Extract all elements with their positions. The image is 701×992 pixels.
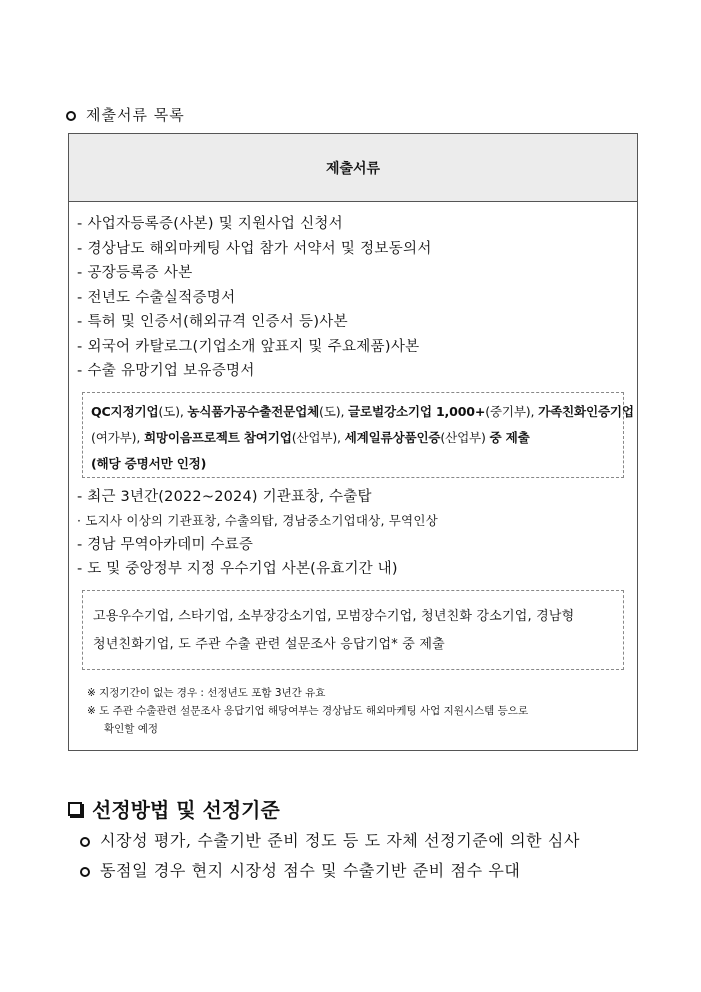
cert-ministry: (여가부),	[91, 430, 144, 445]
cert-name: 가족친화인증기업	[538, 404, 634, 419]
square-bullet-icon	[68, 802, 82, 816]
cert-ministry: (산업부),	[291, 430, 345, 445]
excellent-company-box	[82, 590, 624, 670]
list-item: - 최근 3년간(2022~2024) 기관표창, 수출탑	[77, 489, 372, 505]
list-item: - 경남 무역아카데미 수료증	[77, 537, 254, 553]
list-item: - 공장등록증 사본	[77, 265, 193, 281]
document-list	[77, 212, 432, 384]
list-item: - 사업자등록증(사본) 및 지원사업 신청서	[77, 216, 343, 232]
cert-note: (해당 증명서만 인정)	[91, 456, 207, 471]
selection-heading	[68, 794, 280, 823]
cert-name: QC지정기업	[91, 404, 159, 419]
cert-name: 희망이음프로젝트 참여기업	[143, 430, 292, 445]
cert-ministry: (도),	[158, 404, 188, 419]
list-item: - 특허 및 인증서(해외규격 인증서 등)사본	[77, 314, 348, 330]
cert-ministry: (산업부)	[440, 430, 490, 445]
notes	[87, 684, 632, 738]
cert-submit-note: 중 제출	[489, 430, 530, 445]
box-line: 청년친화기업, 도 주관 수출 관련 설문조사 응답기업* 중 제출	[93, 637, 445, 652]
list-item: - 수출 유망기업 보유증명서	[77, 363, 255, 379]
document-list-2	[77, 485, 438, 581]
section-title: 제출서류 목록	[86, 106, 185, 124]
list-item: - 경상남도 해외마케팅 사업 참가 서약서 및 정보동의서	[77, 240, 432, 257]
list-item: - 도 및 중앙정부 지정 우수기업 사본(유효기간 내)	[77, 561, 398, 577]
note: ※ 지정기간이 없는 경우 : 선정년도 포함 3년간 유효	[87, 687, 326, 699]
selection-title: 선정방법 및 선정기준	[92, 798, 280, 822]
list-subitem: · 도지사 이상의 기관표창, 수출의탑, 경남중소기업대상, 무역인상	[77, 513, 438, 528]
criteria-item	[80, 828, 580, 851]
note: ※ 도 주관 수출관련 설문조사 응답기업 해당여부는 경상남도 해외마케팅 사업 지원시스템 등으로	[87, 705, 529, 717]
list-item: - 외국어 카탈로그(기업소개 앞표지 및 주요제품)사본	[77, 338, 420, 355]
certification-box	[82, 392, 634, 478]
note: 확인할 예정	[104, 723, 159, 735]
box-line: 고용우수기업, 스타기업, 소부장강소기업, 모범장수기업, 청년친화 강소기업, 경남형	[93, 609, 575, 624]
cert-name: 글로벌강소기업 1,000+	[348, 404, 486, 419]
criteria-text: 시장성 평가, 수출기반 준비 정도 등 도 자체 선정기준에 의한 심사	[100, 831, 581, 850]
cert-ministry: (도),	[319, 404, 349, 419]
criteria-text: 동점일 경우 현지 시장성 점수 및 수출기반 준비 점수 우대	[100, 861, 521, 880]
circle-bullet-icon	[80, 867, 90, 877]
table-header: 제출서류	[69, 134, 637, 202]
section-heading-documents	[66, 104, 185, 125]
cert-name: 세계일류상품인증	[344, 430, 441, 445]
cert-ministry: (중기부),	[485, 404, 539, 419]
list-item: - 전년도 수출실적증명서	[77, 289, 236, 306]
cert-name: 농식품가공수출전문업체	[187, 404, 320, 419]
documents-table	[68, 133, 638, 751]
criteria-item	[80, 858, 520, 881]
circle-bullet-icon	[80, 837, 90, 847]
circle-bullet-icon	[66, 111, 76, 121]
